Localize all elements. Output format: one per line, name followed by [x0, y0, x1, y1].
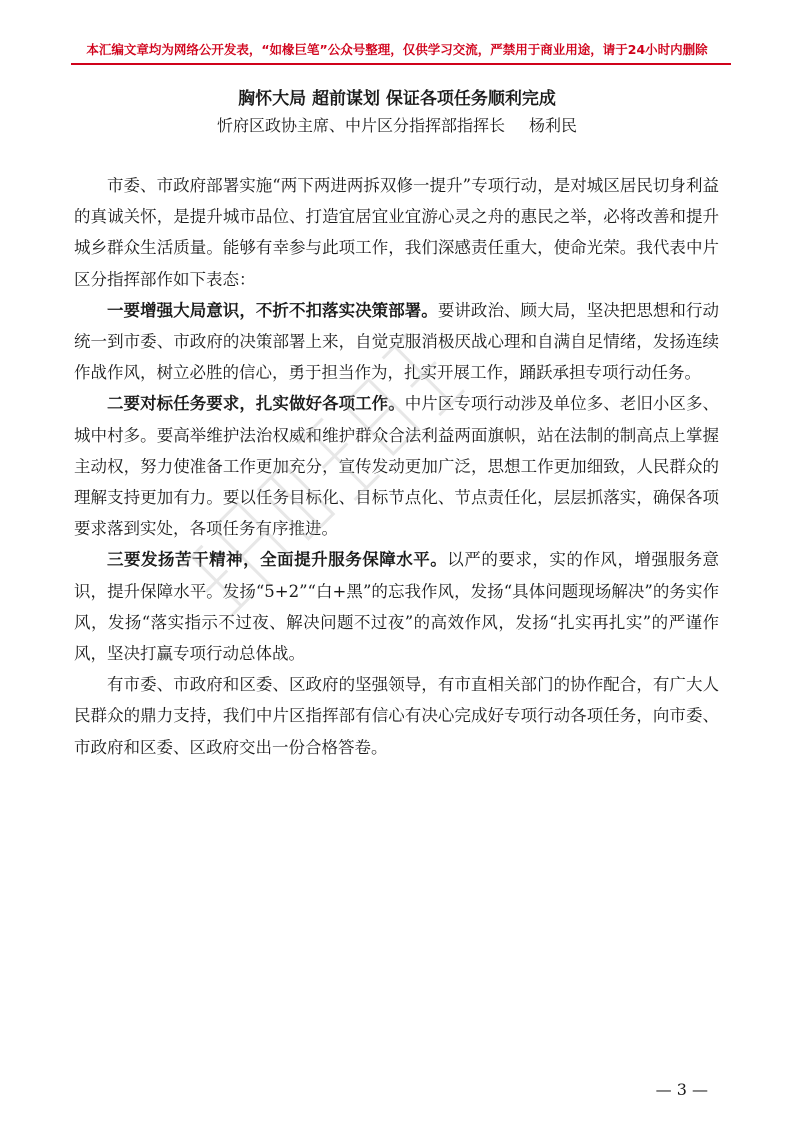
- byline-author: 杨利民: [529, 116, 578, 135]
- paragraph-3: [74, 388, 719, 544]
- paragraph-text: 有市委、市政府和区委、区政府的坚强领导，有市直相关部门的协作配合，有广大人民群众的鼎力支持，我们中片区指挥部有信心有决心完成好专项行动各项任务，向市委、市政府和区委、区政府交出一份合格答卷。: [74, 675, 719, 757]
- paragraph-lead: 一要增强大局意识，不折不扣落实决策部署。: [107, 300, 438, 320]
- paragraph-4: [74, 544, 719, 669]
- paragraph-lead: 二要对标任务要求，扎实做好各项工作。: [107, 394, 405, 414]
- paragraph-text: 以严的要求，实的作风，增强服务意识，提升保障水平。发扬“5+2”“白+黑”的忘我作风，发扬“具体问题现场解决”的务实作风，发扬“落实指示不过夜、解决问题不过夜”的高效作风，发扬“扎实再扎实”的严谨作风，坚决打赢专项行动总体战。: [74, 550, 720, 664]
- paragraph-lead: 三要发扬苦干精神，全面提升服务保障水平。: [107, 550, 448, 570]
- paragraph-text: 要讲政治、顾大局，坚决把思想和行动统一到市委、市政府的决策部署上来，自觉克服消极厌战心理和自满自足情绪，发扬连续作战作风，树立必胜的信心，勇于担当作为，扎实开展工作，踊跃承担专项行动任务。: [74, 300, 720, 383]
- copyright-banner: 本汇编文章均为网络公开发表，“如椽巨笔”公众号整理，仅供学习交流，严禁用于商业用途，请于24小时内删除: [86, 42, 708, 57]
- page-number: — 3 —: [655, 1080, 708, 1099]
- paragraph-2: [74, 295, 719, 389]
- article-byline: [0, 113, 794, 136]
- byline-role: 忻府区政协主席、中片区分指挥部指挥长: [216, 116, 505, 135]
- article-title: 胸怀大局 超前谋划 保证各项任务顺利完成: [238, 89, 556, 109]
- paragraph-5: [74, 669, 719, 763]
- paragraph-text: 中片区专项行动涉及单位多、老旧小区多、城中村多。要高举维护法治权威和维护群众合法利益两面旗帜，站在法制的制高点上掌握主动权，努力使准备工作更加充分，宣传发动更加广泛，思想工作更加细致，人民群众的理解支持更加有力。要以任务目标化、目标节点化、节点责任化，层层抓落实，确保各项要求落到实处，各项任务有序推进。: [74, 394, 720, 539]
- paragraph-1: [74, 170, 719, 295]
- banner-divider: [71, 63, 731, 65]
- article-body: [74, 170, 719, 763]
- paragraph-text: 市委、市政府部署实施“两下两进两拆双修一提升”专项行动，是对城区居民切身利益的真诚关怀，是提升城市品位、打造宜居宜业宜游心灵之舟的惠民之举，必将改善和提升城乡群众生活质量。能够有幸参与此项工作，我们深感责任重大，使命光荣。我代表中片区分指挥部作如下表态：: [74, 176, 719, 289]
